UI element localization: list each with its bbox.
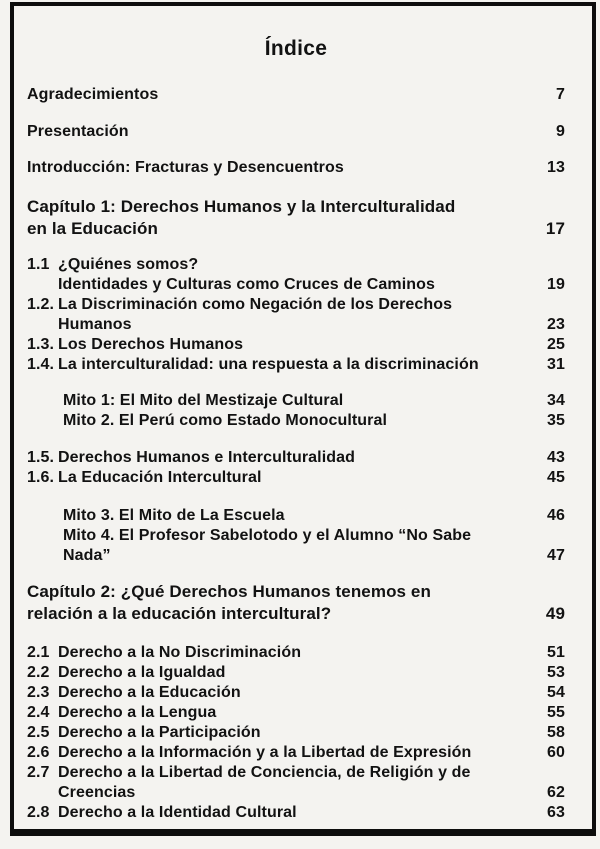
toc-entry-title: Derecho a la Lengua [58,704,217,721]
toc-entry-title: relación a la educación intercultural? [27,604,332,623]
toc-entry [27,703,565,723]
toc-entry-page: 58 [547,724,565,741]
toc-entry-page: 45 [547,469,565,486]
toc-entry-page: 7 [556,86,565,103]
toc-entry-title: en la Educación [27,219,158,238]
toc-entry-number: 1.4. [27,356,55,373]
toc-entry-title: Derechos Humanos e Interculturalidad [58,449,356,466]
toc-entry-number: 2.4 [27,704,50,721]
toc-entry-number: 2.7 [27,764,50,781]
toc-subentry-mito [27,411,565,431]
toc-entry-title: Derecho a la Información y a la Libertad de Expresión [58,744,472,761]
toc-entry [27,723,565,743]
toc-entry-title: ¿Quiénes somos? [58,256,199,273]
toc-entry-title: Capítulo 1: Derechos Humanos y la Interculturalidad [27,197,456,216]
toc-entry-page: 54 [547,684,565,701]
toc-entry-number: 2.2 [27,664,50,681]
toc-entry [27,122,565,142]
toc-entry-page: 13 [547,159,565,176]
toc-entry-title: Mito 3. El Mito de La Escuela [63,507,285,524]
toc-entry-page: 51 [547,644,565,661]
toc-entry [27,295,565,315]
toc-entry-number: 1.5. [27,449,55,466]
toc-entry [27,663,565,683]
toc-entry [27,743,565,763]
toc-entry-page: 47 [547,547,565,564]
toc-entry-title: Derecho a la Libertad de Conciencia, de Religión y de [58,764,471,781]
toc-entry-page: 55 [547,704,565,721]
toc-entry-number: 2.1 [27,644,50,661]
toc-chapter-heading [27,218,565,240]
toc-entry-page: 43 [547,449,565,466]
toc-entry-page: 53 [547,664,565,681]
toc-entry-title: Mito 4. El Profesor Sabelotodo y el Alumno “No Sabe [63,527,472,544]
toc-entry-page: 31 [547,356,565,373]
toc-entry-number: 1.1 [27,256,50,273]
toc-entry-title: Derecho a la Identidad Cultural [58,804,297,821]
toc-entry-title: Derecho a la Igualdad [58,664,226,681]
toc-entry-page: 46 [547,507,565,524]
toc-entry [27,335,565,355]
toc-entry [27,158,565,178]
toc-subentry-mito [27,391,565,411]
toc-entry [27,255,565,275]
toc-entry-number: 2.8 [27,804,50,821]
toc-entry [27,85,565,105]
toc-entry-number: 2.6 [27,744,50,761]
toc-entry-page: 49 [545,604,565,623]
page-title: Índice [264,37,328,60]
toc-chapter-heading [27,603,565,625]
toc-entry [27,803,565,823]
toc-entry-page: 19 [547,276,565,293]
toc-subentry-mito [27,546,565,566]
toc-entry-title: La Educación Intercultural [58,469,262,486]
toc-entry-title: Mito 2. El Perú como Estado Monocultural [63,412,388,429]
toc-entry-page: 17 [545,219,565,238]
toc-entry-title: Presentación [27,123,129,140]
toc-entry-page: 60 [547,744,565,761]
toc-entry-page: 63 [547,804,565,821]
toc-entry-page: 23 [547,316,565,333]
toc-entry-number: 2.3 [27,684,50,701]
toc-chapter-heading [27,196,565,218]
toc-entry-title: Derecho a la Educación [58,684,241,701]
toc-entry-title: Nada” [63,547,111,564]
toc-entry-number: 2.5 [27,724,50,741]
toc-entry [27,355,565,375]
toc-entry-page: 62 [547,784,565,801]
toc-entry-number: 1.3. [27,336,55,353]
toc-entry [27,468,565,488]
toc-entry-title: Mito 1: El Mito del Mestizaje Cultural [63,392,344,409]
toc-entry-title: Agradecimientos [27,86,159,103]
toc-entry-title: Capítulo 2: ¿Qué Derechos Humanos tenemos en [27,582,431,601]
toc-entry-title: Los Derechos Humanos [58,336,244,353]
toc-entry [27,448,565,468]
toc-entry-title: Derecho a la Participación [58,724,261,741]
toc-chapter-heading [27,581,565,603]
toc-entry-title: Humanos [58,316,132,333]
toc-entry-number: 1.2. [27,296,55,313]
toc-entry-continuation [27,275,565,295]
toc-entry-title: La interculturalidad: una respuesta a la discriminación [58,356,479,373]
toc-entry-page: 35 [547,412,565,429]
toc-subentry-mito [27,526,565,546]
table-of-contents [27,0,565,823]
toc-entry-title: Introducción: Fracturas y Desencuentros [27,159,344,176]
toc-subentry-mito [27,506,565,526]
toc-entry-title: Derecho a la No Discriminación [58,644,302,661]
toc-entry-page: 34 [547,392,565,409]
toc-entry-page: 25 [547,336,565,353]
toc-entry-title: La Discriminación como Negación de los Derechos [58,296,453,313]
toc-entry-title: Identidades y Culturas como Cruces de Caminos [58,276,436,293]
toc-entry-continuation [27,315,565,335]
toc-entry-continuation [27,783,565,803]
toc-entry-number: 1.6. [27,469,55,486]
toc-entry [27,643,565,663]
toc-entry [27,763,565,783]
toc-entry [27,683,565,703]
toc-entry-page: 9 [556,123,565,140]
toc-entry-title: Creencias [58,784,136,801]
